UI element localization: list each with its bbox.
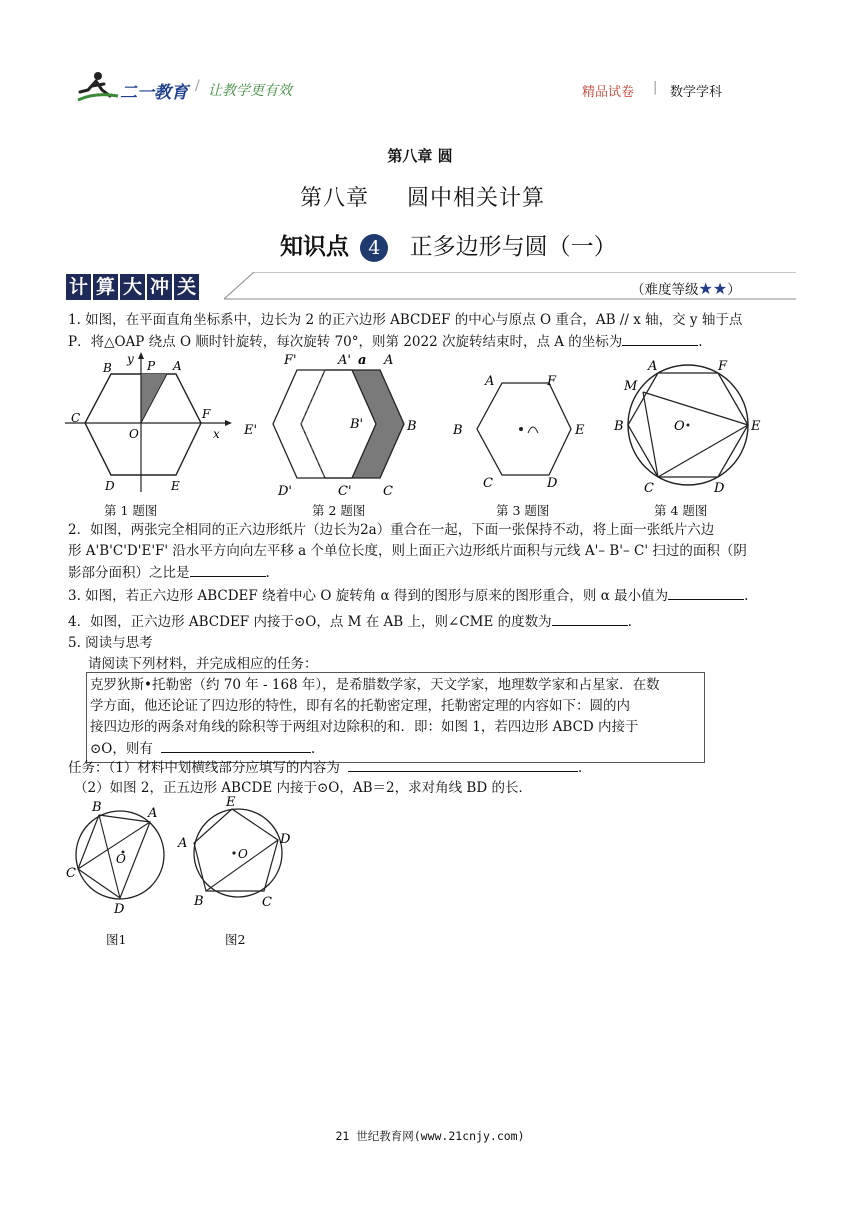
header-slogan: 让教学更有效 xyxy=(208,83,292,99)
fig2-label: C xyxy=(383,484,393,498)
section-prefix: 第八章 xyxy=(300,186,370,211)
fig3-label: A xyxy=(485,374,495,389)
q1-line-1: 1. 如图，在平面直角坐标系中，边长为 2 的正六边形 ABCDEF 的中心与原点 O 重合，AB // x 轴，交 y 轴于点 xyxy=(68,312,743,328)
answer-blank[interactable] xyxy=(161,738,311,753)
q5-fig2-label: D xyxy=(280,832,291,847)
figure-2-translated-hexagons xyxy=(240,348,430,498)
challenge-banner xyxy=(66,272,796,302)
fig2-label: E' xyxy=(244,423,258,438)
answer-blank[interactable] xyxy=(552,611,628,626)
q2-line-3: 影部分面积）之比是 . xyxy=(68,562,798,584)
q5-fig1-label: O xyxy=(116,852,126,866)
chapter-title: 第八章 圆 xyxy=(387,147,453,165)
header-slash: / xyxy=(195,78,200,94)
answer-blank[interactable] xyxy=(348,757,578,772)
section-name: 圆中相关计算 xyxy=(407,186,546,211)
fig2-label: a xyxy=(358,353,367,368)
banner-char: 大 xyxy=(120,274,145,300)
knowledge-prefix: 知识点 xyxy=(280,234,349,260)
page-header xyxy=(70,68,770,108)
fig4-label: C xyxy=(644,481,654,496)
material-line-2: 学方面，他还论证了四边形的特性，即有名的托勒密定理，托勒密定理的内容如下：圆的内 xyxy=(90,698,630,714)
fig1-label: B xyxy=(103,361,112,375)
fig1-label: C xyxy=(71,411,81,425)
fig2-label: F' xyxy=(284,353,297,368)
q5-figure-2-pentagon xyxy=(172,795,302,915)
fig1-label: D xyxy=(105,479,115,493)
fig3-label: C xyxy=(483,476,493,490)
q5-material-box xyxy=(86,672,705,763)
figure-3-hexagon xyxy=(447,365,597,490)
q5-fig1-label: D xyxy=(114,902,125,915)
section-title xyxy=(300,181,545,212)
figure-4-inscribed-hexagon xyxy=(610,352,770,497)
fig4-label: A xyxy=(648,359,658,374)
question-4: 4．如图，正六边形 ABCDEF 内接于⊙O，点 M 在 AB 上，则∠CME 的度数为 . xyxy=(68,611,808,633)
knowledge-name: 正多边形与圆（一） xyxy=(409,234,617,260)
question-1 xyxy=(68,310,798,353)
knowledge-number-badge: 4 xyxy=(360,234,388,262)
q5-task-1: 任务：（1）材料中划横线部分应填写的内容为 . xyxy=(68,757,808,779)
answer-blank[interactable] xyxy=(622,331,698,346)
fig4-label: O xyxy=(674,419,685,434)
answer-blank[interactable] xyxy=(668,585,744,600)
figure-1-hexagon-axes xyxy=(65,350,237,496)
fig4-label: M xyxy=(624,379,638,394)
difficulty-rating: （难度等级★★） xyxy=(631,279,741,298)
fig3-label: D xyxy=(547,476,558,490)
fig3-label: F xyxy=(547,374,557,389)
question-2 xyxy=(68,520,798,584)
fig1-label: O xyxy=(129,427,139,441)
fig2-caption: 第 2 题图 xyxy=(312,503,366,518)
q5-intro: 请阅读下列材料，并完成相应的任务： xyxy=(88,656,318,672)
fig1-label: y xyxy=(127,352,134,366)
fig4-label: E xyxy=(751,419,761,434)
fig1-label: P xyxy=(147,359,156,373)
q5-title: 5. 阅读与思考 xyxy=(68,635,153,651)
fig2-label: A' xyxy=(338,353,351,368)
q1-line-2: P．将△OAP 绕点 O 顺时针旋转，每次旋转 70°，则第 2022 次旋转结束时，点 A 的坐标为 . xyxy=(68,331,798,353)
fig2-label: D' xyxy=(278,484,292,498)
fig4-caption: 第 4 题图 xyxy=(654,503,708,518)
fig3-caption: 第 3 题图 xyxy=(496,503,550,518)
q5-fig2-label: O xyxy=(238,847,248,861)
banner-char: 算 xyxy=(93,274,118,300)
q5-fig2-caption: 图2 xyxy=(225,932,246,947)
fig4-label: B xyxy=(614,419,624,434)
material-line-3: 接四边形的两条对角线的除积等于两组对边除积的和．即：如图 1，若四边形 ABCD 内接于 xyxy=(90,719,639,735)
fig1-label: A xyxy=(173,359,182,373)
fig4-label: D xyxy=(714,481,725,496)
fig2-label: B xyxy=(407,419,417,434)
runner-logo-icon xyxy=(76,70,120,104)
q2-line-1: 2．如图，两张完全相同的正六边形纸片（边长为2a）重合在一起，下面一张保持不动，将上面一张纸片六边 xyxy=(68,522,715,538)
material-line-1: 克罗狄斯•托勒密（约 70 年 - 168 年），是希腊数学家，天文学家，地理数学家和占星家．在数 xyxy=(90,677,660,693)
q5-task-2: （2）如图 2，正五边形 ABCDE 内接于⊙O，AB＝2，求对角线 BD 的长． xyxy=(74,780,532,796)
fig2-label: A xyxy=(384,353,394,368)
q5-figure-1-cyclic-quad xyxy=(62,795,182,915)
fig4-label: F xyxy=(718,359,728,374)
page-footer: 21 世纪教育网(www.21cnjy.com) xyxy=(335,1129,525,1143)
header-label-quality: 精品试卷 xyxy=(582,85,635,100)
q5-fig2-label: E xyxy=(226,795,236,810)
fig1-caption: 第 1 题图 xyxy=(104,503,158,518)
q5-fig1-label: C xyxy=(66,866,76,881)
banner-char: 计 xyxy=(66,274,91,300)
q5-fig2-label: B xyxy=(194,894,204,909)
q5-fig1-label: A xyxy=(148,806,158,821)
q2-line-2: 形 A'B'C'D'E'F' 沿水平方向向左平移 a 个单位长度，则上面正六边形纸片面积与元线 A'– B'– C' 扫过的面积（阴 xyxy=(68,543,747,559)
question-5 xyxy=(68,633,808,675)
answer-blank[interactable] xyxy=(190,562,266,577)
q5-fig1-caption: 图1 xyxy=(106,932,127,947)
material-line-4: ⊙O，则有 . xyxy=(90,738,704,760)
fig3-label: E xyxy=(575,423,585,438)
banner-char: 冲 xyxy=(147,274,172,300)
fig1-label: x xyxy=(213,427,220,441)
logo-text: 二一教育 xyxy=(120,83,188,103)
fig1-label: E xyxy=(171,479,180,493)
header-divider: | xyxy=(653,80,658,95)
fig1-label: F xyxy=(202,407,211,421)
fig2-label: C' xyxy=(338,484,352,498)
knowledge-title xyxy=(280,228,617,262)
difficulty-stars: ★★ xyxy=(698,279,728,298)
fig2-label: B' xyxy=(350,417,364,432)
q5-fig2-label: C xyxy=(262,895,272,910)
q5-fig2-label: A xyxy=(178,836,188,851)
q5-fig1-label: B xyxy=(92,800,102,815)
header-label-subject: 数学学科 xyxy=(670,85,723,100)
fig3-label: B xyxy=(453,423,463,438)
question-3: 3. 如图，若正六边形 ABCDEF 绕着中心 O 旋转角 α 得到的图形与原来的图形重合，则 α 最小值为 . xyxy=(68,585,808,607)
banner-char: 关 xyxy=(174,274,199,300)
